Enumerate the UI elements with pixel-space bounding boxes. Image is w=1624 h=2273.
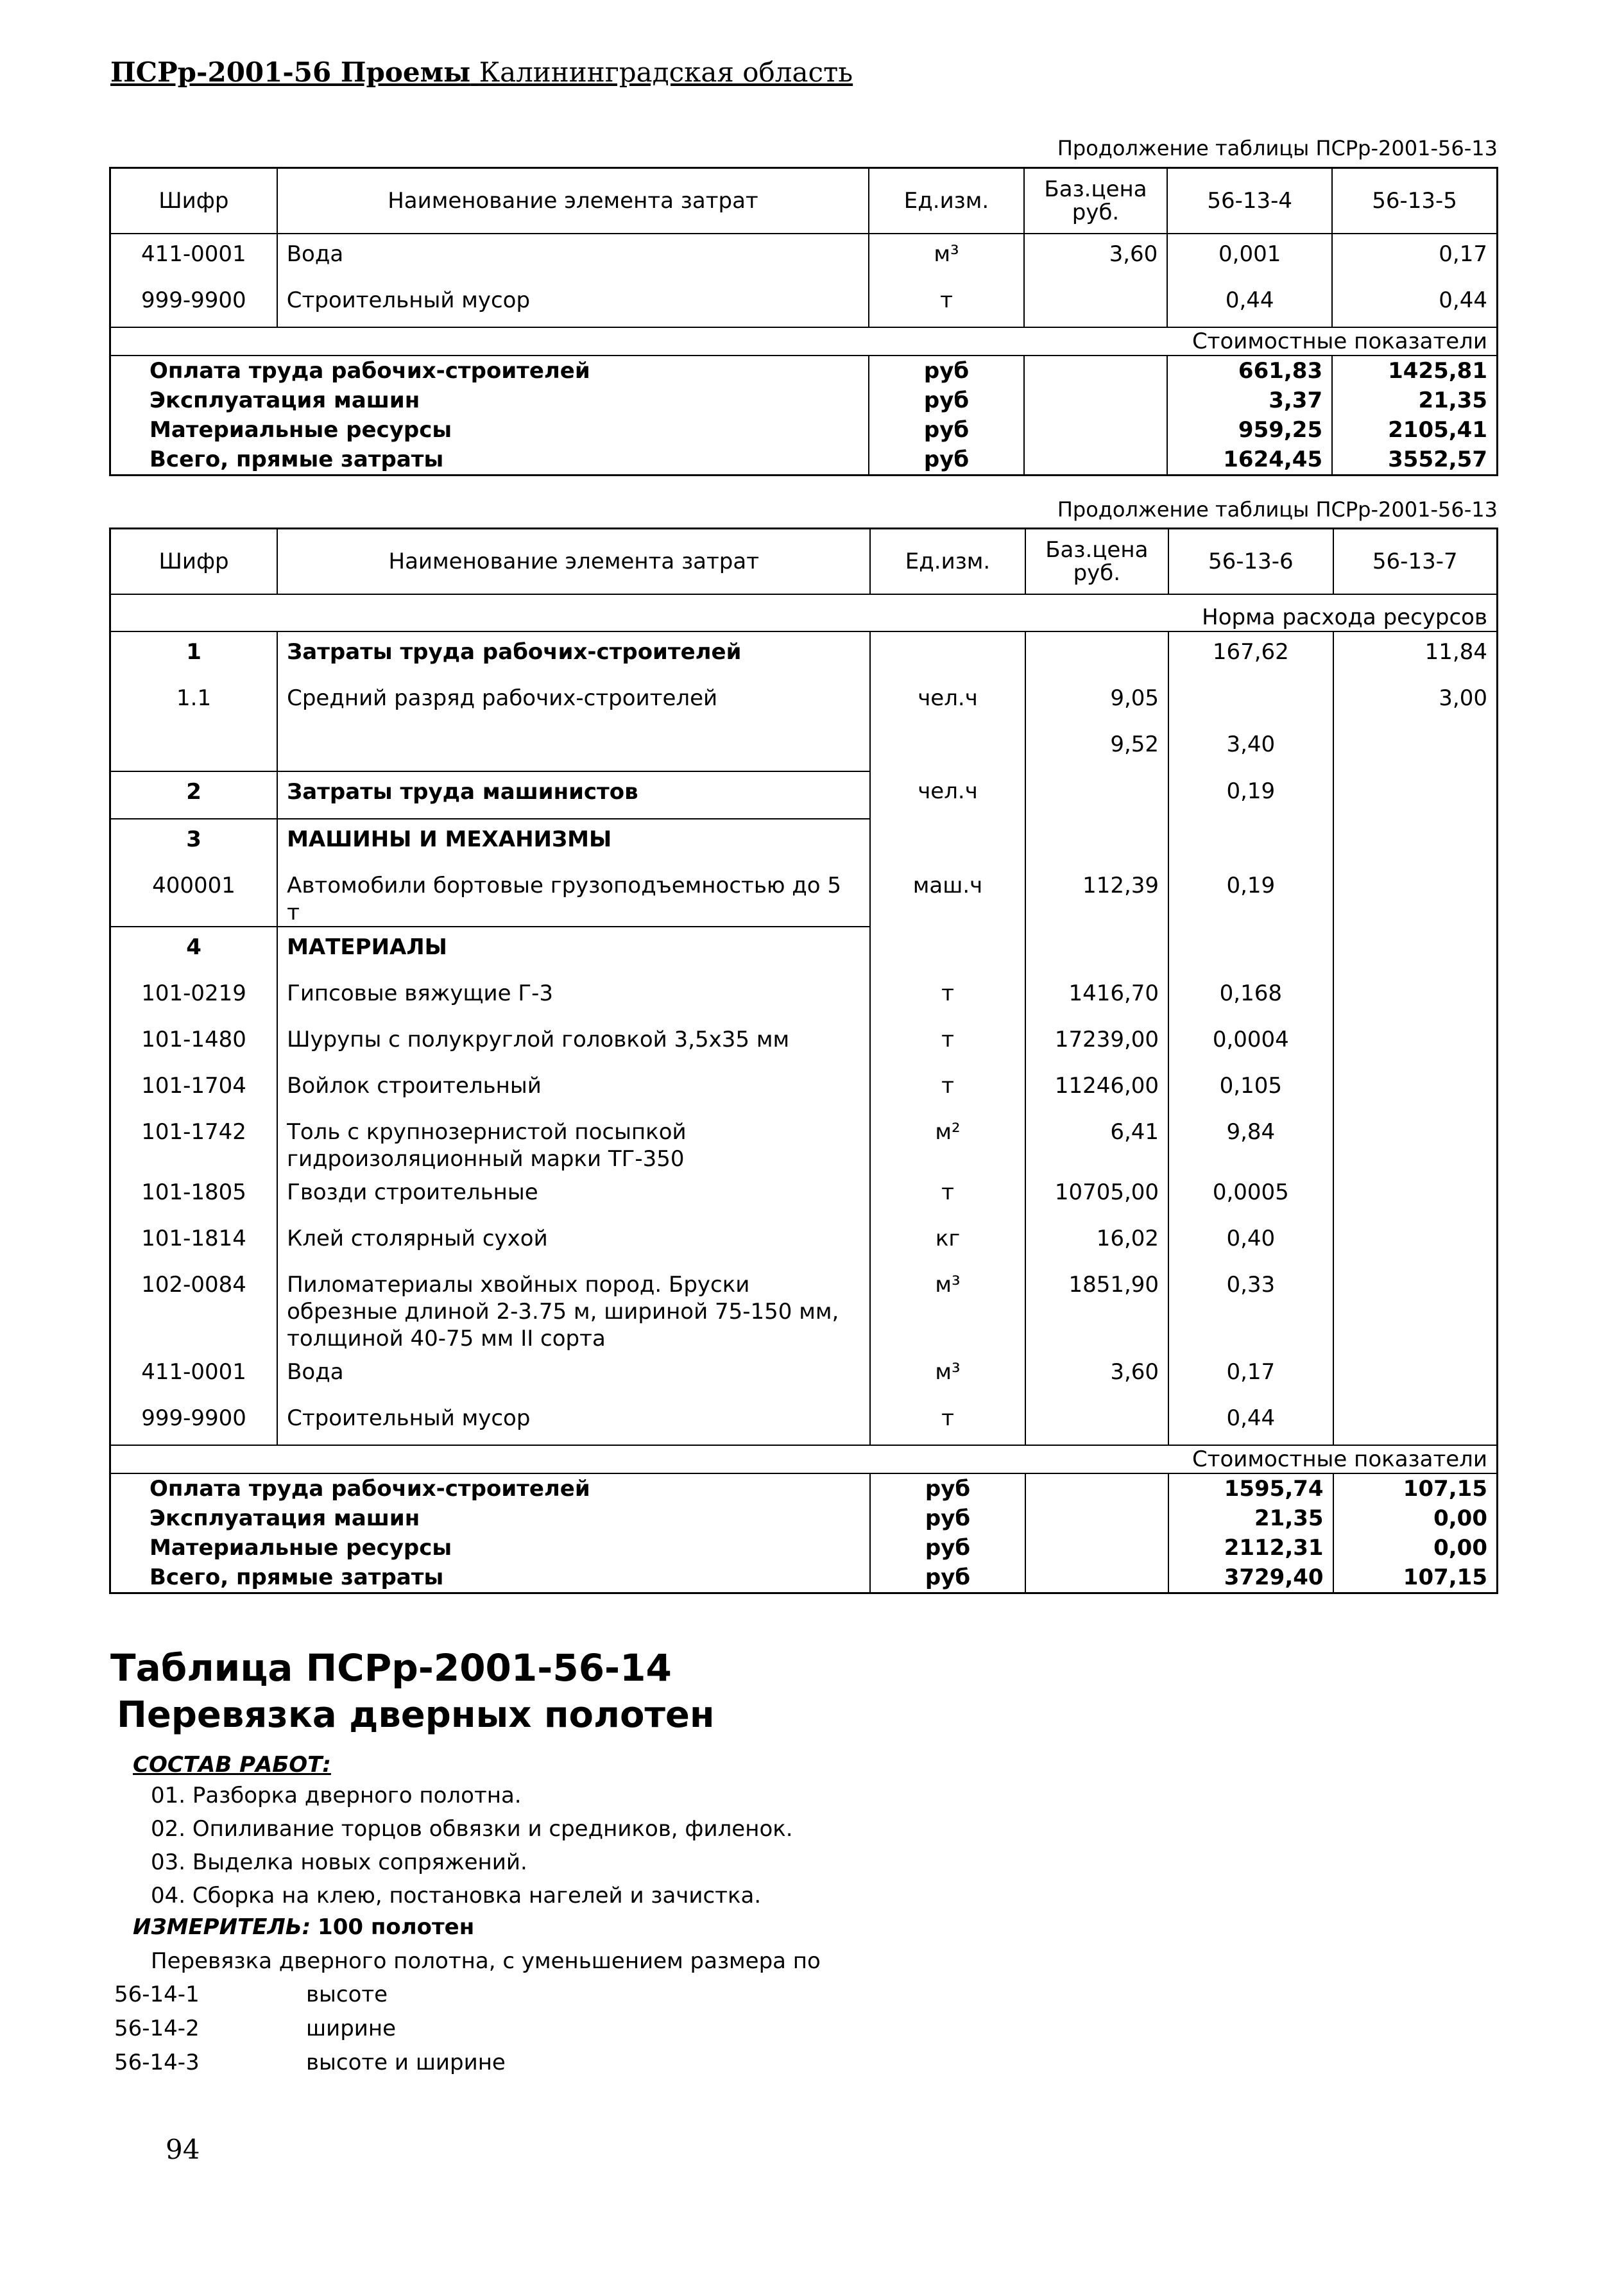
table-row (110, 1352, 1498, 1398)
table1 (109, 167, 1498, 476)
table2-header-row (110, 529, 1498, 595)
table2 (109, 528, 1498, 1594)
header-region: Калининградская область (479, 56, 853, 88)
table-row (110, 1066, 1498, 1112)
table-cell: 0,001 (1167, 234, 1332, 280)
table-cell: 999-9900 (110, 1398, 278, 1445)
table-cell (1168, 678, 1333, 725)
work-item: 01. Разборка дверного полотна. (151, 1783, 522, 1808)
table-cell: 2105,41 (1332, 415, 1497, 445)
table-row (110, 974, 1498, 1020)
table-cell (1333, 725, 1498, 771)
table-cell (1025, 1563, 1168, 1593)
table-cell (1024, 280, 1168, 327)
total-row (110, 445, 1498, 476)
table-cell: руб (870, 1473, 1025, 1504)
table-cell: 107,15 (1333, 1563, 1498, 1593)
table-cell: 0,44 (1332, 280, 1497, 327)
table-cell: 0,17 (1168, 1352, 1333, 1398)
col-header: 56-13-4 (1167, 168, 1332, 234)
table-cell: 21,35 (1168, 1504, 1333, 1533)
table1-body (110, 234, 1498, 327)
table-cell: 3,60 (1025, 1352, 1168, 1398)
col-header: Наименование элемента затрат (277, 168, 869, 234)
table-cell: Гвозди строительные (277, 1172, 870, 1219)
table-cell: Материальные ресурсы (110, 415, 869, 445)
variant-code: 56-14-3 (114, 2050, 200, 2075)
table-cell (1025, 771, 1168, 819)
col-header: Ед.изм. (869, 168, 1024, 234)
table-cell: 0,40 (1168, 1219, 1333, 1265)
variant-text: высоте (306, 1982, 388, 2007)
table-cell: 21,35 (1332, 386, 1497, 415)
table-cell: 999-9900 (110, 280, 277, 327)
table-cell (1025, 1504, 1168, 1533)
table-cell: Шурупы с полукруглой головкой 3,5х35 мм (277, 1020, 870, 1066)
table-cell: МАТЕРИАЛЫ (277, 927, 870, 974)
table-cell (1168, 927, 1333, 974)
table-cell: м³ (870, 1265, 1025, 1352)
meter-label: ИЗМЕРИТЕЛЬ: (133, 1914, 311, 1940)
section-subtitle: Перевязка дверных полотен (117, 1694, 715, 1736)
table-cell (1024, 386, 1168, 415)
table-cell: 9,52 (1025, 725, 1168, 771)
table-cell: Клей столярный сухой (277, 1219, 870, 1265)
table-row (110, 678, 1498, 725)
table-cell: Затраты труда машинистов (277, 771, 870, 819)
table-cell: 101-1704 (110, 1066, 278, 1112)
table-row (110, 1112, 1498, 1172)
table-cell: 959,25 (1167, 415, 1332, 445)
table-cell: 1624,45 (1167, 445, 1332, 476)
variant-text: высоте и ширине (306, 2050, 506, 2075)
table-cell: 3729,40 (1168, 1563, 1333, 1593)
table-cell: 107,15 (1333, 1473, 1498, 1504)
table-cell: Средний разряд рабочих-строителей (277, 678, 870, 725)
table-cell: 3,40 (1168, 725, 1333, 771)
total-row (110, 1563, 1498, 1593)
table-cell (1333, 1112, 1498, 1172)
col-header: 56-13-6 (1168, 529, 1333, 595)
table-cell (1333, 1398, 1498, 1445)
table-cell: МАШИНЫ И МЕХАНИЗМЫ (277, 819, 870, 866)
table-cell (110, 725, 278, 771)
table-cell (870, 631, 1025, 678)
table-cell: 1416,70 (1025, 974, 1168, 1020)
table-cell: 167,62 (1168, 631, 1333, 678)
table-cell: 411-0001 (110, 1352, 278, 1398)
description: Перевязка дверного полотна, с уменьшением размера по (151, 1948, 821, 1974)
table-cell (870, 927, 1025, 974)
table-row (110, 1020, 1498, 1066)
table-cell (870, 725, 1025, 771)
total-row (110, 386, 1498, 415)
table1-band: Стоимостные показатели (110, 327, 1498, 356)
table-cell: 0,19 (1168, 866, 1333, 927)
table-cell: 1 (110, 631, 278, 678)
table-cell: т (870, 1020, 1025, 1066)
table-cell: 10705,00 (1025, 1172, 1168, 1219)
table-cell: руб (869, 415, 1024, 445)
total-row (110, 1504, 1498, 1533)
table-cell: м³ (869, 234, 1024, 280)
table-cell: 9,84 (1168, 1112, 1333, 1172)
table-cell: т (870, 974, 1025, 1020)
col-header: 56-13-7 (1333, 529, 1498, 595)
table-cell: 0,00 (1333, 1504, 1498, 1533)
page-number: 94 (166, 2134, 200, 2165)
table-cell: кг (870, 1219, 1025, 1265)
table-cell (1333, 1172, 1498, 1219)
table-cell: 11246,00 (1025, 1066, 1168, 1112)
work-item: 02. Опиливание торцов обвязки и средников, филенок. (151, 1816, 793, 1842)
table-cell: 4 (110, 927, 278, 974)
table-cell: 0,17 (1332, 234, 1497, 280)
table2-continuation: Продолжение таблицы ПСРр-2001-56-13 (1057, 497, 1498, 522)
table-row (110, 234, 1498, 280)
table-cell: Эксплуатация машин (110, 386, 869, 415)
table2-band-row (110, 1445, 1498, 1473)
variant-text: ширине (306, 2016, 397, 2041)
table-cell: Автомобили бортовые грузоподъемностью до 5 т (277, 866, 870, 927)
table-cell: 400001 (110, 866, 278, 927)
table-cell: Материальные ресурсы (110, 1533, 871, 1563)
table-cell: руб (870, 1563, 1025, 1593)
table-cell (1025, 819, 1168, 866)
table-cell (1168, 819, 1333, 866)
table-cell: Строительный мусор (277, 1398, 870, 1445)
table-cell: 101-1805 (110, 1172, 278, 1219)
meter-line (133, 1914, 474, 1940)
table-cell: Толь с крупнозернистой посыпкой гидроизоляционный марки ТГ-350 (277, 1112, 870, 1172)
section-title: Таблица ПСРр-2001-56-14 (110, 1646, 672, 1690)
table-cell: 0,168 (1168, 974, 1333, 1020)
table-cell: Оплата труда рабочих-строителей (110, 356, 869, 386)
total-row (110, 1473, 1498, 1504)
total-row (110, 1533, 1498, 1563)
table-cell: 3,00 (1333, 678, 1498, 725)
table-cell: Всего, прямые затраты (110, 445, 869, 476)
table-row (110, 1265, 1498, 1352)
col-header: Ед.изм. (870, 529, 1025, 595)
table-cell: 3,60 (1024, 234, 1168, 280)
table-cell: 0,00 (1333, 1533, 1498, 1563)
table2-band-top: Норма расхода ресурсов (110, 594, 1498, 631)
table-cell: 101-1480 (110, 1020, 278, 1066)
table-cell (1025, 1473, 1168, 1504)
table-cell: т (869, 280, 1024, 327)
table-cell: руб (870, 1533, 1025, 1563)
table-cell (277, 725, 870, 771)
variant-code: 56-14-2 (114, 2016, 200, 2041)
table-cell: 112,39 (1025, 866, 1168, 927)
table-row (110, 819, 1498, 866)
col-header: Шифр (110, 529, 278, 595)
table-cell: руб (870, 1504, 1025, 1533)
table1-header-row (110, 168, 1498, 234)
table-cell: 17239,00 (1025, 1020, 1168, 1066)
table-cell: 411-0001 (110, 234, 277, 280)
table-cell (1025, 1398, 1168, 1445)
header-code: ПСРр-2001-56 Проемы (110, 56, 471, 88)
table-cell: 2112,31 (1168, 1533, 1333, 1563)
table-row (110, 927, 1498, 974)
table-cell: 1595,74 (1168, 1473, 1333, 1504)
table-cell: м² (870, 1112, 1025, 1172)
table1-totals (110, 356, 1498, 476)
table-cell (1025, 1533, 1168, 1563)
table-cell: чел.ч (870, 771, 1025, 819)
table-cell: Гипсовые вяжущие Г-3 (277, 974, 870, 1020)
table-cell: 0,44 (1167, 280, 1332, 327)
table-cell: 3,37 (1167, 386, 1332, 415)
table-cell (1024, 356, 1168, 386)
table-cell (1024, 445, 1168, 476)
table-cell: 6,41 (1025, 1112, 1168, 1172)
works-label: СОСТАВ РАБОТ: (133, 1752, 331, 1778)
col-header: Баз.цена руб. (1024, 168, 1168, 234)
table-cell: 1425,81 (1332, 356, 1497, 386)
table-cell: 661,83 (1167, 356, 1332, 386)
col-header: Баз.цена руб. (1025, 529, 1168, 595)
table-cell (1025, 927, 1168, 974)
table-cell (1333, 1265, 1498, 1352)
work-item: 04. Сборка на клею, постановка нагелей и зачистка. (151, 1883, 762, 1908)
table-cell: т (870, 1066, 1025, 1112)
table-cell (1333, 819, 1498, 866)
table-cell: 11,84 (1333, 631, 1498, 678)
variant-code: 56-14-1 (114, 1982, 200, 2007)
page-header (110, 56, 853, 88)
table-cell (1333, 866, 1498, 927)
table2-band: Стоимостные показатели (110, 1445, 1498, 1473)
table-cell: 3552,57 (1332, 445, 1497, 476)
table-row (110, 1172, 1498, 1219)
table-cell: 0,105 (1168, 1066, 1333, 1112)
table-cell (870, 819, 1025, 866)
table-cell: 0,0004 (1168, 1020, 1333, 1066)
table-cell: 16,02 (1025, 1219, 1168, 1265)
table-cell: Оплата труда рабочих-строителей (110, 1473, 871, 1504)
table-cell (1333, 927, 1498, 974)
table-cell: 0,33 (1168, 1265, 1333, 1352)
table-cell: руб (869, 386, 1024, 415)
total-row (110, 415, 1498, 445)
table-row (110, 771, 1498, 819)
table-row (110, 866, 1498, 927)
table-cell: т (870, 1172, 1025, 1219)
table-cell: руб (869, 356, 1024, 386)
table-cell (1024, 415, 1168, 445)
meter-value: 100 полотен (318, 1914, 475, 1940)
table-cell: руб (869, 445, 1024, 476)
table-cell: 102-0084 (110, 1265, 278, 1352)
table-cell: маш.ч (870, 866, 1025, 927)
table-cell: 1.1 (110, 678, 278, 725)
table-cell: 0,0005 (1168, 1172, 1333, 1219)
table-cell: Затраты труда рабочих-строителей (277, 631, 870, 678)
table-cell: Войлок строительный (277, 1066, 870, 1112)
table-cell: м³ (870, 1352, 1025, 1398)
table-cell: 101-1814 (110, 1219, 278, 1265)
table-cell: 101-0219 (110, 974, 278, 1020)
col-header: Шифр (110, 168, 277, 234)
work-item: 03. Выделка новых сопряжений. (151, 1849, 527, 1875)
table-row (110, 1219, 1498, 1265)
table-cell: 0,19 (1168, 771, 1333, 819)
table-row (110, 631, 1498, 678)
table-cell: 2 (110, 771, 278, 819)
table1-continuation: Продолжение таблицы ПСРр-2001-56-13 (1057, 136, 1498, 160)
table-cell: 1851,90 (1025, 1265, 1168, 1352)
table-cell: 0,44 (1168, 1398, 1333, 1445)
table-cell: т (870, 1398, 1025, 1445)
table-row (110, 280, 1498, 327)
table-row (110, 725, 1498, 771)
table-cell (1333, 1066, 1498, 1112)
table-cell (1333, 771, 1498, 819)
table2-body (110, 631, 1498, 1445)
table-cell: Эксплуатация машин (110, 1504, 871, 1533)
table-row (110, 1398, 1498, 1445)
table-cell (1333, 1219, 1498, 1265)
table-cell: 3 (110, 819, 278, 866)
table-cell: Всего, прямые затраты (110, 1563, 871, 1593)
table2-totals (110, 1473, 1498, 1593)
table-cell: Вода (277, 234, 869, 280)
table2-band-top-row (110, 594, 1498, 631)
table-cell (1333, 974, 1498, 1020)
table-cell (1333, 1352, 1498, 1398)
table-cell (1333, 1020, 1498, 1066)
col-header: 56-13-5 (1332, 168, 1497, 234)
table-cell: Строительный мусор (277, 280, 869, 327)
table-cell: 9,05 (1025, 678, 1168, 725)
table1-band-row (110, 327, 1498, 356)
table-cell: Вода (277, 1352, 870, 1398)
table-cell: чел.ч (870, 678, 1025, 725)
table-cell: Пиломатериалы хвойных пород. Бруски обрезные длиной 2-3.75 м, шириной 75-150 мм, толщиной 40-75 мм II сорта (277, 1265, 870, 1352)
total-row (110, 356, 1498, 386)
table-cell (1025, 631, 1168, 678)
col-header: Наименование элемента затрат (277, 529, 870, 595)
table-cell: 101-1742 (110, 1112, 278, 1172)
